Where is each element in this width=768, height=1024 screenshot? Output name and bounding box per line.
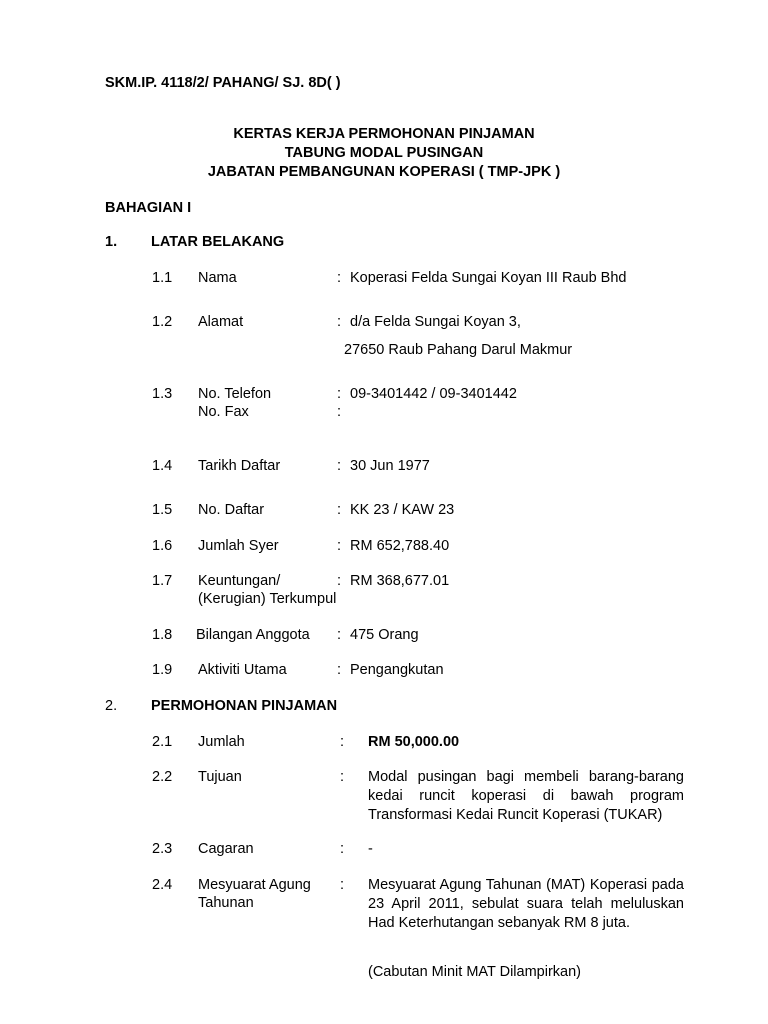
- item-1-6-value: RM 652,788.40: [350, 538, 450, 554]
- item-1-8-number: 1.8: [152, 627, 173, 643]
- item-1-9-label: Aktiviti Utama: [198, 662, 287, 678]
- item-1-9-value: Pengangkutan: [350, 662, 444, 678]
- item-1-8-colon: :: [337, 627, 342, 643]
- item-1-4-number: 1.4: [152, 458, 173, 474]
- part-heading: BAHAGIAN I: [105, 200, 192, 216]
- item-1-5-value: KK 23 / KAW 23: [350, 502, 455, 518]
- item-1-2-colon: :: [337, 314, 342, 330]
- item-1-6-colon: :: [337, 538, 342, 554]
- item-1-5-label: No. Daftar: [198, 502, 265, 518]
- item-1-7-label-line2: (Kerugian) Terkumpul: [198, 591, 337, 607]
- title-line-1: KERTAS KERJA PERMOHONAN PINJAMAN: [233, 126, 535, 142]
- item-1-3-value: 09-3401442 / 09-3401442: [350, 386, 517, 402]
- item-2-4-note: (Cabutan Minit MAT Dilampirkan): [368, 964, 581, 980]
- item-2-2-colon: :: [340, 769, 345, 785]
- item-2-1-colon: :: [340, 734, 345, 750]
- item-1-4-label: Tarikh Daftar: [198, 458, 281, 474]
- item-1-9-colon: :: [337, 662, 342, 678]
- item-2-4-label: Mesyuarat Agung: [198, 877, 311, 893]
- item-1-2-value-line2: 27650 Raub Pahang Darul Makmur: [344, 342, 573, 358]
- item-1-3-fax-colon: :: [337, 404, 342, 420]
- item-2-3-value: -: [368, 841, 373, 857]
- item-2-2-label: Tujuan: [198, 769, 242, 785]
- item-1-1-label: Nama: [198, 270, 237, 286]
- item-2-1-value: RM 50,000.00: [368, 734, 460, 750]
- item-1-3-label: No. Telefon: [198, 386, 272, 402]
- item-1-4-value: 30 Jun 1977: [350, 458, 430, 474]
- item-1-2-value: d/a Felda Sungai Koyan 3,: [350, 314, 521, 330]
- item-1-8-label: Bilangan Anggota: [196, 627, 310, 643]
- item-2-4-value: Mesyuarat Agung Tahunan (MAT) Koperasi pada 23 April 2011, sebulat suara telah meluluskan Had Keterhutangan sebanyak RM 8 juta.: [368, 877, 684, 931]
- item-1-1-value: Koperasi Felda Sungai Koyan III Raub Bhd: [350, 270, 627, 286]
- item-2-1-number: 2.1: [152, 734, 173, 750]
- item-1-9-number: 1.9: [152, 662, 173, 678]
- title-line-2: TABUNG MODAL PUSINGAN: [284, 145, 484, 161]
- item-1-6-number: 1.6: [152, 538, 173, 554]
- item-2-3-colon: :: [340, 841, 345, 857]
- item-2-1-label: Jumlah: [198, 734, 245, 750]
- title-line-3: JABATAN PEMBANGUNAN KOPERASI ( TMP-JPK ): [207, 164, 561, 180]
- item-1-7-number: 1.7: [152, 573, 173, 589]
- item-2-4-colon: :: [340, 877, 345, 893]
- section1-title: LATAR BELAKANG: [151, 234, 285, 250]
- item-2-2-value: Modal pusingan bagi membeli barang-barang kedai runcit koperasi di bawah program Transformasi Kedai Runcit Koperasi (TUKAR): [368, 769, 684, 823]
- item-1-6-label: Jumlah Syer: [198, 538, 279, 554]
- section2-number: 2.: [105, 698, 118, 714]
- item-1-5-number: 1.5: [152, 502, 173, 518]
- item-1-1-number: 1.1: [152, 270, 173, 286]
- item-1-5-colon: :: [337, 502, 342, 518]
- item-1-7-value: RM 368,677.01: [350, 573, 450, 589]
- item-1-2-number: 1.2: [152, 314, 173, 330]
- item-2-3-number: 2.3: [152, 841, 173, 857]
- item-2-4-number: 2.4: [152, 877, 173, 893]
- item-1-7-label: Keuntungan/: [198, 573, 281, 589]
- item-1-1-colon: :: [337, 270, 342, 286]
- reference-number: SKM.IP. 4118/2/ PAHANG/ SJ. 8D( ): [105, 75, 341, 91]
- item-1-3-number: 1.3: [152, 386, 173, 402]
- item-2-3-label: Cagaran: [198, 841, 254, 857]
- section1-number: 1.: [105, 234, 118, 250]
- item-1-2-label: Alamat: [198, 314, 244, 330]
- item-2-4-label-line2: Tahunan: [198, 895, 254, 911]
- item-1-8-value: 475 Orang: [350, 627, 419, 643]
- item-2-2-number: 2.2: [152, 769, 173, 785]
- section2-title: PERMOHONAN PINJAMAN: [151, 698, 338, 714]
- item-1-4-colon: :: [337, 458, 342, 474]
- item-1-3-colon: :: [337, 386, 342, 402]
- item-1-3-label-fax: No. Fax: [198, 404, 249, 420]
- item-1-7-colon: :: [337, 573, 342, 589]
